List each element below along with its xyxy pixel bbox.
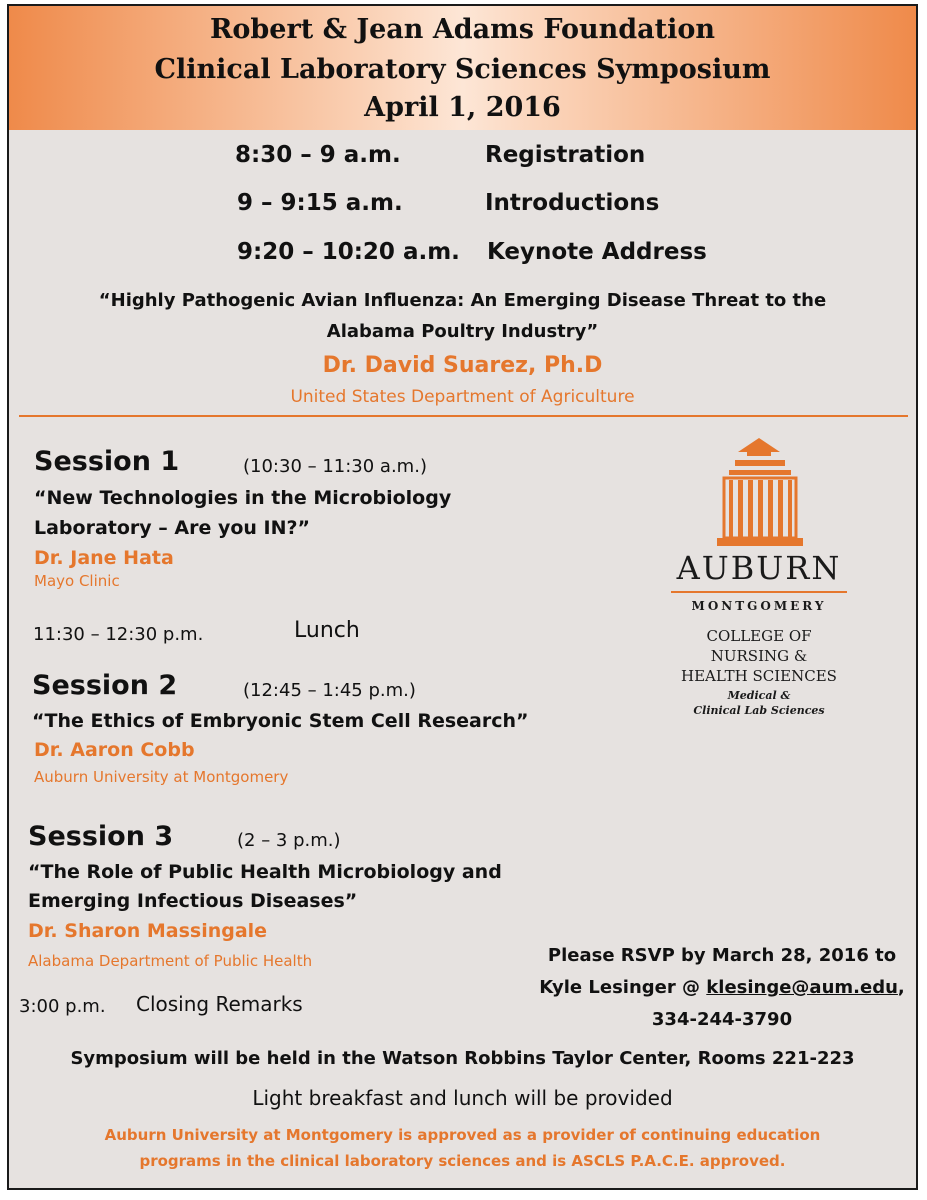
- rsvp-line2: [515, 972, 918, 1004]
- rsvp-email-link[interactable]: klesinge@aum.edu: [706, 977, 898, 998]
- tower-icon: [649, 436, 869, 548]
- logo-college-line3: HEALTH SCIENCES: [681, 667, 837, 685]
- session-1-title-line2: Laboratory – Are you IN?”: [34, 517, 311, 539]
- auburn-montgomery-logo: [649, 436, 869, 717]
- logo-program-line2: Clinical Lab Sciences: [693, 704, 825, 717]
- logo-college-line2: NURSING &: [710, 647, 808, 665]
- session-1-time: (10:30 – 11:30 a.m.): [243, 456, 427, 477]
- header-foundation: Robert & Jean Adams Foundation: [209, 14, 716, 45]
- logo-divider: [671, 591, 847, 593]
- keynote-title-line2: Alabama Poultry Industry”: [326, 321, 599, 342]
- footer-meals: Light breakfast and lunch will be provided: [252, 1086, 673, 1110]
- session-2-speaker: Dr. Aaron Cobb: [34, 739, 195, 761]
- logo-program: [649, 688, 869, 718]
- session-1-affiliation: Mayo Clinic: [34, 572, 120, 590]
- schedule-time-keynote: 9:20 – 10:20 a.m.: [237, 239, 460, 265]
- session-2-time: (12:45 – 1:45 p.m.): [243, 680, 416, 701]
- rsvp-comma: ,: [897, 977, 905, 998]
- footer-approval-line2: programs in the clinical laboratory sciences and is ASCLS P.A.C.E. approved.: [139, 1152, 786, 1170]
- footer-location: Symposium will be held in the Watson Robbins Taylor Center, Rooms 221-223: [70, 1048, 855, 1069]
- closing-time: 3:00 p.m.: [19, 996, 106, 1017]
- schedule-time-introductions: 9 – 9:15 a.m.: [237, 190, 403, 216]
- rsvp-block: [515, 940, 918, 1036]
- header-symposium-title: Clinical Laboratory Sciences Symposium: [154, 54, 771, 85]
- section-divider: [19, 415, 908, 417]
- rsvp-phone: 334-244-3790: [651, 1009, 793, 1030]
- logo-program-line1: Medical &: [727, 689, 791, 702]
- session-2-affiliation: Auburn University at Montgomery: [34, 768, 289, 786]
- schedule-event-keynote: Keynote Address: [487, 239, 707, 265]
- session-3-speaker: Dr. Sharon Massingale: [28, 920, 268, 942]
- schedule-time-registration: 8:30 – 9 a.m.: [235, 142, 401, 168]
- keynote-title-line1: “Highly Pathogenic Avian Influenza: An Emerging Disease Threat to the: [98, 290, 827, 311]
- rsvp-contact: Kyle Lesinger @: [539, 977, 707, 998]
- lunch-label: Lunch: [294, 618, 360, 643]
- session-3-title-line1: “The Role of Public Health Microbiology and: [28, 861, 502, 883]
- lunch-time: 11:30 – 12:30 p.m.: [33, 624, 204, 645]
- session-3-label: Session 3: [28, 821, 174, 852]
- schedule-event-introductions: Introductions: [485, 190, 660, 216]
- schedule-event-registration: Registration: [485, 142, 646, 168]
- header-banner: [9, 6, 916, 130]
- logo-auburn: AUBURN: [676, 549, 842, 587]
- session-1-speaker: Dr. Jane Hata: [34, 547, 174, 569]
- session-3-time: (2 – 3 p.m.): [237, 830, 341, 851]
- closing-label: Closing Remarks: [136, 992, 303, 1016]
- session-2-label: Session 2: [32, 670, 178, 701]
- session-1-title-line1: “New Technologies in the Microbiology: [34, 487, 452, 509]
- session-1-label: Session 1: [34, 446, 180, 477]
- header-date: April 1, 2016: [364, 92, 561, 123]
- session-3-affiliation: Alabama Department of Public Health: [28, 952, 313, 970]
- logo-college-line1: COLLEGE OF: [706, 627, 812, 645]
- flyer: [7, 4, 918, 1190]
- rsvp-line1: Please RSVP by March 28, 2016 to: [547, 945, 897, 966]
- keynote-affiliation: United States Department of Agriculture: [290, 387, 635, 407]
- keynote-speaker: Dr. David Suarez, Ph.D: [322, 353, 603, 378]
- footer-approval-line1: Auburn University at Montgomery is approved as a provider of continuing education: [104, 1126, 821, 1144]
- session-2-title-line1: “The Ethics of Embryonic Stem Cell Research”: [32, 710, 529, 732]
- session-3-title-line2: Emerging Infectious Diseases”: [28, 890, 358, 912]
- logo-college: [649, 626, 869, 686]
- logo-montgomery: MONTGOMERY: [691, 599, 827, 613]
